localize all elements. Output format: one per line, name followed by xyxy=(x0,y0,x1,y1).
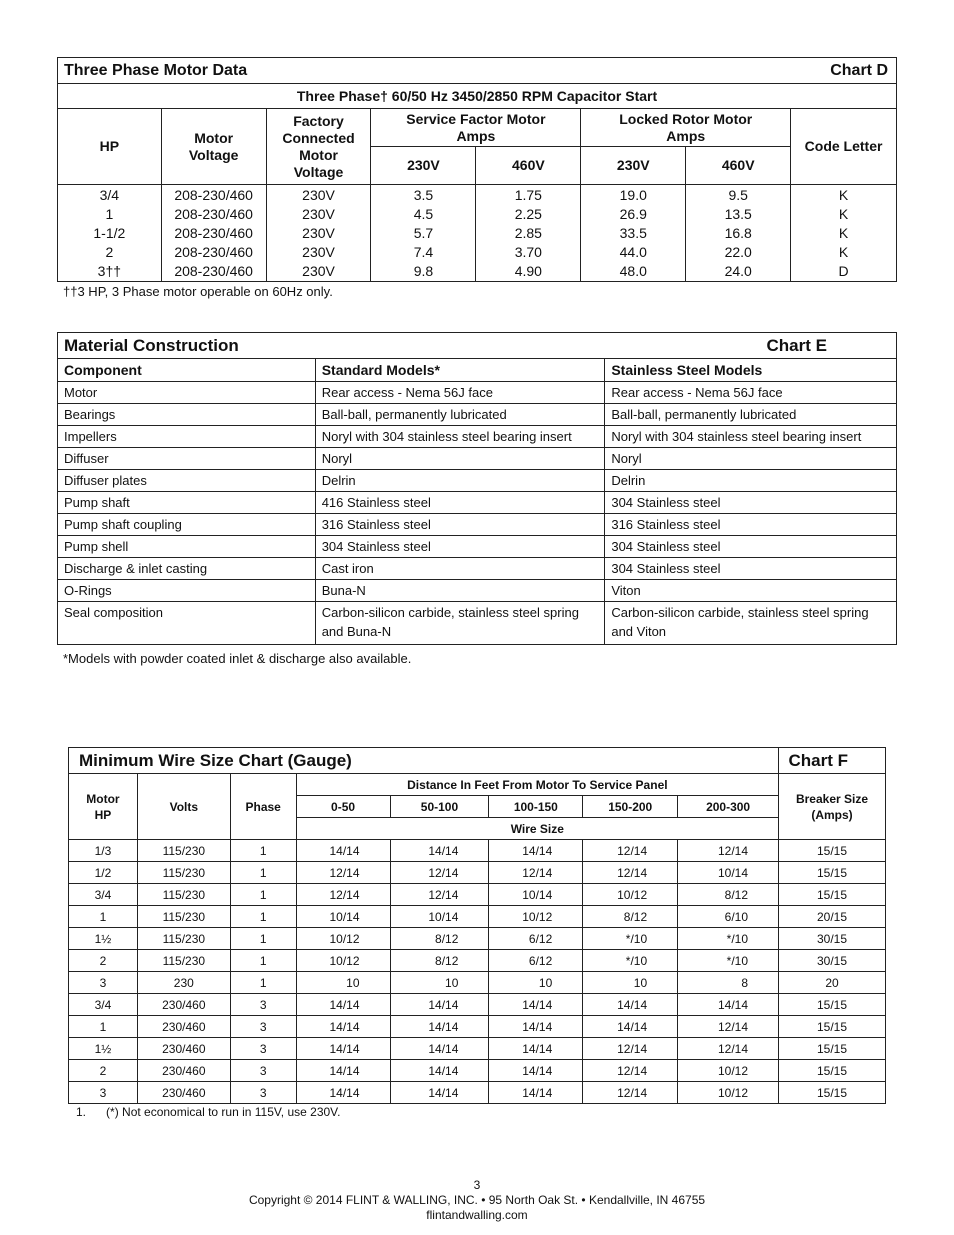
table-cell: 14/14 xyxy=(296,1082,390,1104)
table-cell: 12/14 xyxy=(296,884,390,906)
table-cell: 10/12 xyxy=(583,884,678,906)
table-cell: 3 xyxy=(230,1082,296,1104)
col-sf230: 3.5 4.5 5.7 7.4 9.8 xyxy=(371,185,476,282)
table-cell: 14/14 xyxy=(296,840,390,862)
table-cell: 20 xyxy=(779,972,886,994)
copyright: Copyright © 2014 FLINT & WALLING, INC. • 95 North Oak St. • Kendallville, IN 46755 xyxy=(248,1193,706,1207)
table-cell: 12/14 xyxy=(583,862,678,884)
table-cell: 15/15 xyxy=(779,1060,886,1082)
chart-d-titlebar xyxy=(58,58,897,84)
table-cell: 6/10 xyxy=(678,906,779,928)
col-sf460: 1.75 2.25 2.85 3.70 4.90 xyxy=(476,185,581,282)
table-cell: 14/14 xyxy=(583,1016,678,1038)
table-cell: 14/14 xyxy=(390,1082,489,1104)
table-cell: */10 xyxy=(583,928,678,950)
table-row: Impellers Noryl with 304 stainless steel bearing insert Noryl with 304 stainless steel bearing insert xyxy=(58,426,897,448)
table-cell: 115/230 xyxy=(137,928,230,950)
table-cell: 10/12 xyxy=(678,1060,779,1082)
table-row: Diffuser plates Delrin Delrin xyxy=(58,470,897,492)
header-distance: Distance In Feet From Motor To Service Panel xyxy=(296,774,778,796)
table-cell: 2 xyxy=(69,950,138,972)
table-cell: 115/230 xyxy=(137,840,230,862)
table-cell: 14/14 xyxy=(583,994,678,1016)
chart-e-title: Material Construction xyxy=(64,335,239,355)
col-voltage: 208-230/460 208-230/460 208-230/460 208-230/460 208-230/460 xyxy=(161,185,266,282)
table-row: Motor Rear access - Nema 56J face Rear access - Nema 56J face xyxy=(58,382,897,404)
chart-f-table xyxy=(68,747,886,1104)
col-code: K K K K D xyxy=(791,185,897,282)
table-cell: 15/15 xyxy=(779,1016,886,1038)
header-code-letter: Code Letter xyxy=(791,109,897,185)
table-row xyxy=(69,950,886,972)
header-range: 200-300 xyxy=(678,796,779,818)
table-cell: 14/14 xyxy=(296,1016,390,1038)
table-cell: 3 xyxy=(230,1016,296,1038)
chart-d-subtitle: Three Phase† 60/50 Hz 3450/2850 RPM Capacitor Start xyxy=(58,84,897,109)
table-cell: */10 xyxy=(678,928,779,950)
table-cell: 14/14 xyxy=(489,840,583,862)
table-cell: 230/460 xyxy=(137,1016,230,1038)
table-cell: 15/15 xyxy=(779,862,886,884)
table-cell: 12/14 xyxy=(583,1082,678,1104)
table-cell: 14/14 xyxy=(390,1038,489,1060)
table-cell: */10 xyxy=(678,950,779,972)
table-cell: 14/14 xyxy=(296,994,390,1016)
header-sf-230: 230V xyxy=(371,147,476,185)
table-row: Discharge & inlet casting Cast iron 304 Stainless steel xyxy=(58,558,897,580)
table-cell: 30/15 xyxy=(779,928,886,950)
chart-f-body xyxy=(69,840,886,1104)
table-cell: 3 xyxy=(230,1038,296,1060)
header-hp: HP xyxy=(58,109,162,185)
header-stainless-models: Stainless Steel Models xyxy=(605,359,897,382)
table-cell: 12/14 xyxy=(296,862,390,884)
table-cell: 8/12 xyxy=(678,884,779,906)
table-cell: 2 xyxy=(69,1060,138,1082)
table-cell: 14/14 xyxy=(489,1060,583,1082)
table-cell: 115/230 xyxy=(137,862,230,884)
chart-f-label: Chart F xyxy=(788,750,848,770)
table-cell: 10 xyxy=(583,972,678,994)
chart-d-label: Chart D xyxy=(830,61,888,79)
header-motor-hp: Motor HP xyxy=(69,774,138,840)
table-cell: 1 xyxy=(230,862,296,884)
table-cell: 1 xyxy=(69,906,138,928)
chart-f-note xyxy=(76,1105,340,1119)
table-cell: 14/14 xyxy=(489,1016,583,1038)
header-component: Component xyxy=(58,359,316,382)
table-cell: 14/14 xyxy=(678,994,779,1016)
page-number: 3 xyxy=(473,1178,481,1192)
header-range: 50-100 xyxy=(390,796,489,818)
table-cell: 3 xyxy=(230,994,296,1016)
table-cell: 12/14 xyxy=(678,840,779,862)
table-cell: 6/12 xyxy=(489,950,583,972)
table-cell: 10/14 xyxy=(489,884,583,906)
table-cell: 1 xyxy=(69,1016,138,1038)
table-cell: 8/12 xyxy=(583,906,678,928)
table-row xyxy=(69,1016,886,1038)
header-phase: Phase xyxy=(230,774,296,840)
table-cell: 14/14 xyxy=(390,994,489,1016)
table-row: Pump shaft coupling 316 Stainless steel 316 Stainless steel xyxy=(58,514,897,536)
table-row xyxy=(69,972,886,994)
chart-d-body xyxy=(58,185,897,282)
table-row xyxy=(69,1082,886,1104)
table-cell: 15/15 xyxy=(779,884,886,906)
table-cell: 12/14 xyxy=(390,862,489,884)
table-cell: 10 xyxy=(489,972,583,994)
table-cell: 1 xyxy=(230,906,296,928)
table-cell: 12/14 xyxy=(390,884,489,906)
table-cell: 14/14 xyxy=(390,1060,489,1082)
col-hp: 3/4 1 1-1/2 2 3†† xyxy=(58,185,162,282)
chart-d-title: Three Phase Motor Data xyxy=(64,61,248,79)
table-row: O-Rings Buna-N Viton xyxy=(58,580,897,602)
note-text: (*) Not economical to run in 115V, use 230V. xyxy=(106,1105,341,1119)
table-row: Pump shell 304 Stainless steel 304 Stainless steel xyxy=(58,536,897,558)
header-standard-models: Standard Models* xyxy=(315,359,605,382)
table-row xyxy=(69,884,886,906)
table-cell: 3 xyxy=(69,1082,138,1104)
table-cell: 12/14 xyxy=(678,1016,779,1038)
table-cell: 8 xyxy=(678,972,779,994)
table-row xyxy=(69,906,886,928)
table-cell: 10 xyxy=(390,972,489,994)
table-cell: 1 xyxy=(230,928,296,950)
table-row: Pump shaft 416 Stainless steel 304 Stainless steel xyxy=(58,492,897,514)
chart-f-title: Minimum Wire Size Chart (Gauge) xyxy=(79,750,352,770)
table-cell: 14/14 xyxy=(296,1060,390,1082)
table-cell: 14/14 xyxy=(489,1082,583,1104)
table-cell: 10/14 xyxy=(390,906,489,928)
table-cell: 1/3 xyxy=(69,840,138,862)
table-cell: 10/12 xyxy=(296,928,390,950)
table-cell: 10/14 xyxy=(296,906,390,928)
col-factory: 230V 230V 230V 230V 230V xyxy=(266,185,371,282)
table-cell: 6/12 xyxy=(489,928,583,950)
table-cell: 1 xyxy=(230,972,296,994)
table-cell: 10/12 xyxy=(678,1082,779,1104)
header-lr-amps: Locked Rotor Motor Amps xyxy=(581,109,791,147)
table-cell: 14/14 xyxy=(390,1016,489,1038)
col-lr230: 19.0 26.9 33.5 44.0 48.0 xyxy=(581,185,686,282)
table-cell: 1 xyxy=(230,884,296,906)
table-row xyxy=(69,928,886,950)
table-cell: 3 xyxy=(230,1060,296,1082)
table-cell: 12/14 xyxy=(583,840,678,862)
table-cell: 12/14 xyxy=(678,1038,779,1060)
header-factory-voltage: Factory Connected Motor Voltage xyxy=(266,109,371,185)
chart-e-titlebar xyxy=(58,333,897,359)
table-cell: */10 xyxy=(583,950,678,972)
table-cell: 1 xyxy=(230,950,296,972)
table-cell: 14/14 xyxy=(296,1038,390,1060)
header-range: 150-200 xyxy=(583,796,678,818)
header-volts: Volts xyxy=(137,774,230,840)
table-cell: 14/14 xyxy=(390,840,489,862)
table-cell: 1 xyxy=(230,840,296,862)
table-row xyxy=(69,994,886,1016)
table-cell: 10 xyxy=(296,972,390,994)
header-motor-voltage: Motor Voltage xyxy=(161,109,266,185)
table-row: Seal composition Carbon-silicon carbide, stainless steel spring and Buna-N Carbon-silicon carbide, stainless steel spring and Viton xyxy=(58,602,897,645)
table-row: Diffuser Noryl Noryl xyxy=(58,448,897,470)
table-cell: 1/2 xyxy=(69,862,138,884)
chart-e-label: Chart E xyxy=(766,335,827,355)
table-cell: 230/460 xyxy=(137,1060,230,1082)
table-cell: 15/15 xyxy=(779,994,886,1016)
table-cell: 30/15 xyxy=(779,950,886,972)
table-cell: 115/230 xyxy=(137,884,230,906)
table-row xyxy=(69,1060,886,1082)
header-sf-amps: Service Factor Motor Amps xyxy=(371,109,581,147)
table-cell: 230/460 xyxy=(137,1038,230,1060)
table-cell: 115/230 xyxy=(137,906,230,928)
header-sf-460: 460V xyxy=(476,147,581,185)
table-cell: 230/460 xyxy=(137,994,230,1016)
chart-f-titlebar xyxy=(69,748,848,774)
table-cell: 10/12 xyxy=(489,906,583,928)
table-cell: 15/15 xyxy=(779,840,886,862)
chart-d-note: ††3 HP, 3 Phase motor operable on 60Hz only. xyxy=(63,284,333,299)
table-cell: 3/4 xyxy=(69,994,138,1016)
table-cell: 230 xyxy=(137,972,230,994)
note-number: 1. xyxy=(76,1105,87,1119)
chart-e-table xyxy=(57,332,897,645)
chart-e-note: *Models with powder coated inlet & discharge also available. xyxy=(63,651,412,666)
table-cell: 10/14 xyxy=(678,862,779,884)
table-row xyxy=(69,1038,886,1060)
table-row: Bearings Ball-ball, permanently lubricated Ball-ball, permanently lubricated xyxy=(58,404,897,426)
header-wire-size: Wire Size xyxy=(296,818,778,840)
table-cell: 1½ xyxy=(69,928,138,950)
table-row xyxy=(69,840,886,862)
table-cell: 3/4 xyxy=(69,884,138,906)
table-cell: 15/15 xyxy=(779,1082,886,1104)
website: flintandwalling.com xyxy=(426,1208,528,1222)
table-cell: 20/15 xyxy=(779,906,886,928)
header-lr-460: 460V xyxy=(686,147,791,185)
table-cell: 12/14 xyxy=(583,1060,678,1082)
table-cell: 115/230 xyxy=(137,950,230,972)
table-cell: 3 xyxy=(69,972,138,994)
table-cell: 10/12 xyxy=(296,950,390,972)
table-cell: 14/14 xyxy=(489,994,583,1016)
chart-d-table xyxy=(57,57,897,282)
header-breaker: Breaker Size (Amps) xyxy=(779,774,886,840)
table-cell: 15/15 xyxy=(779,1038,886,1060)
table-cell: 8/12 xyxy=(390,928,489,950)
table-cell: 12/14 xyxy=(489,862,583,884)
header-range: 100-150 xyxy=(489,796,583,818)
table-cell: 230/460 xyxy=(137,1082,230,1104)
table-cell: 14/14 xyxy=(489,1038,583,1060)
table-row xyxy=(69,862,886,884)
col-lr460: 9.5 13.5 16.8 22.0 24.0 xyxy=(686,185,791,282)
table-cell: 1½ xyxy=(69,1038,138,1060)
table-cell: 12/14 xyxy=(583,1038,678,1060)
table-cell: 8/12 xyxy=(390,950,489,972)
header-range: 0-50 xyxy=(296,796,390,818)
header-lr-230: 230V xyxy=(581,147,686,185)
